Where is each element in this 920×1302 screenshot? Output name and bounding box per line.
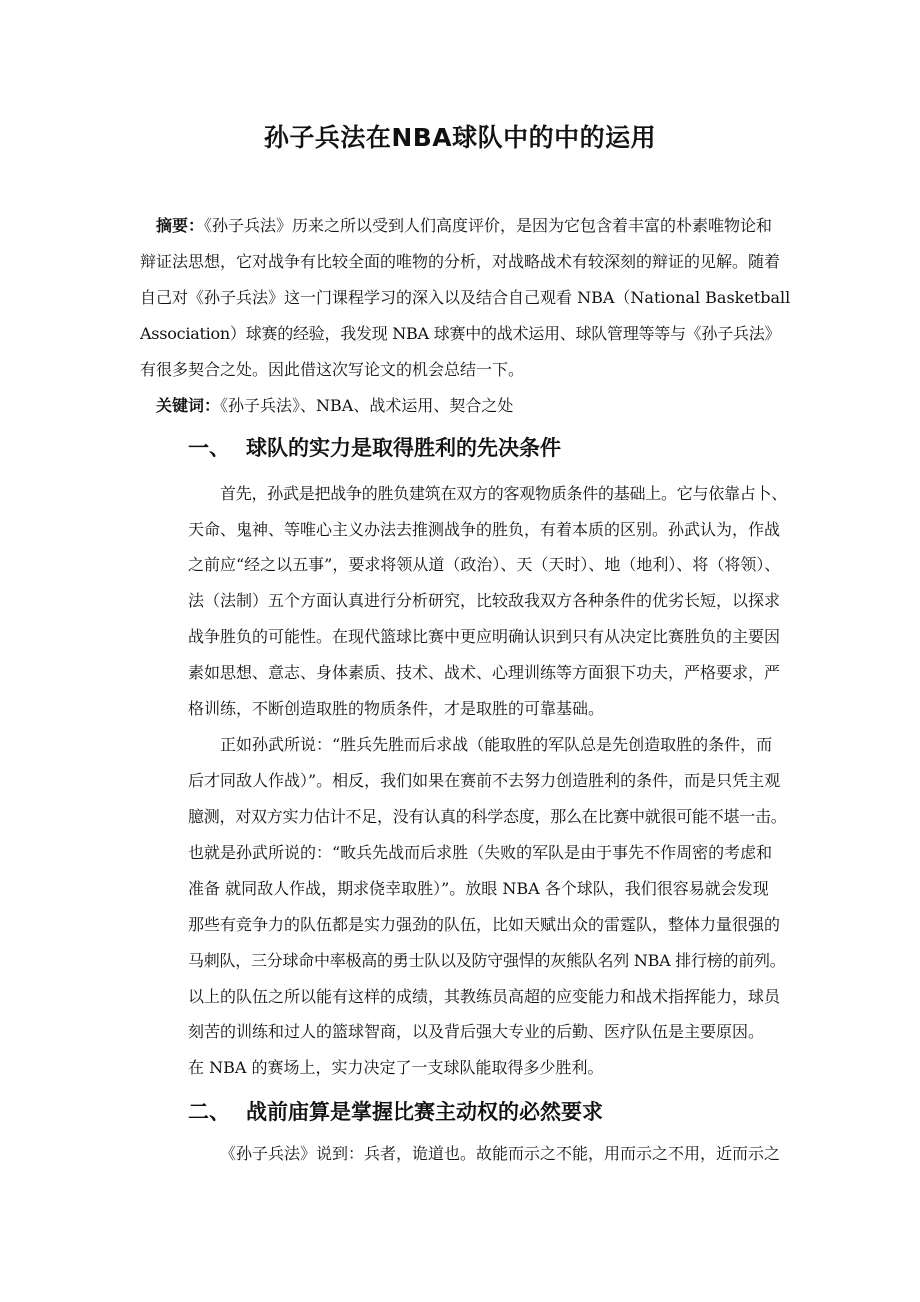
section-2-number: 二、: [188, 1100, 230, 1124]
abstract-line-2: 辩证法思想，它对战争有比较全面的唯物的分析，对战略战术有较深刻的辩证的见解。随着: [140, 252, 781, 271]
abstract-text-1: 《孙子兵法》历来之所以受到人们高度评价，是因为它包含着丰富的朴素唯物论和: [204, 216, 773, 235]
s2-p1-line-1: 《孙子兵法》说到：兵者，诡道也。故能而示之不能，用而示之不用，近而示之: [220, 1144, 781, 1163]
abstract-line-5: 有很多契合之处。因此借这次写论文的机会总结一下。: [140, 360, 525, 379]
s1-p2-line-10: 在 NBA 的赛场上，实力决定了一支球队能取得多少胜利。: [188, 1058, 604, 1077]
keywords-text: 《孙子兵法》、NBA、战术运用、契合之处: [220, 396, 514, 415]
s1-p2-line-8: 以上的队伍之所以能有这样的成绩，其教练员高超的应变能力和战术指挥能力，球员: [188, 987, 781, 1006]
abstract-line-4: Association）球赛的经验，我发现 NBA 球赛中的战术运用、球队管理等等与《孙子兵法》: [140, 324, 781, 343]
s1-p2-line-4: 也就是孙武所说的：“畋兵先战而后求胜（失败的军队是由于事先不作周密的考虑和: [188, 843, 773, 862]
section-2-heading: [188, 1099, 603, 1125]
document-title: 孙子兵法在NBA球队中的中的运用: [263, 123, 657, 152]
s1-p1-line-4: 法（法制）五个方面认真进行分析研究，比较敌我双方各种条件的优劣长短，以探求: [188, 591, 781, 610]
s1-p1-line-2: 天命、鬼神、等唯心主义办法去推测战争的胜负，有着本质的区别。孙武认为，作战: [188, 520, 781, 539]
s1-p1-line-6: 素如思想、意志、身体素质、技术、战术、心理训练等方面狠下功夫，严格要求，严: [188, 663, 781, 682]
s1-p2-line-7: 马刺队，三分球命中率极高的勇士队以及防守强悍的灰熊队名列 NBA 排行榜的前列。: [188, 951, 786, 970]
keywords-label: 关键词：: [156, 396, 221, 415]
section-1-number: 一、: [188, 436, 230, 460]
s1-p2-line-2: 后才同敌人作战）”。相反，我们如果在赛前不去努力创造胜利的条件，而是只凭主观: [188, 771, 781, 790]
s1-p2-line-9: 刻苦的训练和过人的篮球智商，以及背后强大专业的后勤、医疗队伍是主要原因。: [188, 1022, 765, 1041]
s1-p1-line-3: 之前应“经之以五事”，要求将领从道（政治）、天（天时）、地（地利）、将（将领）、: [188, 555, 781, 574]
s1-p2-line-3: 臆测，对双方实力估计不足，没有认真的科学态度，那么在比赛中就很可能不堪一击。: [188, 807, 787, 826]
s1-p2-line-1: 正如孙武所说：“胜兵先胜而后求战（能取胜的军队总是先创造取胜的条件，而: [220, 735, 773, 754]
s1-p1-line-5: 战争胜负的可能性。在现代篮球比赛中更应明确认识到只有从决定比赛胜负的主要因: [188, 627, 781, 646]
s1-p1-line-1: 首先，孙武是把战争的胜负建筑在双方的客观物质条件的基础上。它与依靠占卜、: [220, 484, 788, 503]
s1-p2-line-6: 那些有竞争力的队伍都是实力强劲的队伍，比如天赋出众的雷霆队，整体力量很强的: [188, 915, 781, 934]
s1-p2-line-5: 准备 就同敌人作战，期求侥幸取胜）”。放眼 NBA 各个球队，我们很容易就会发现: [188, 879, 769, 898]
section-2-title: 战前庙算是掌握比赛主动权的必然要求: [246, 1100, 603, 1124]
section-1-heading: [188, 435, 561, 461]
abstract-label: 摘要：: [156, 216, 205, 235]
s1-p1-line-7: 格训练，不断创造取胜的物质条件，才是取胜的可靠基础。: [188, 699, 605, 718]
section-1-title: 球队的实力是取得胜利的先决条件: [246, 436, 561, 460]
abstract-line-1: [156, 216, 772, 236]
keywords-line: [156, 396, 513, 416]
abstract-line-3: 自己对《孙子兵法》这一门课程学习的深入以及结合自己观看 NBA（National Basketball: [140, 288, 791, 307]
